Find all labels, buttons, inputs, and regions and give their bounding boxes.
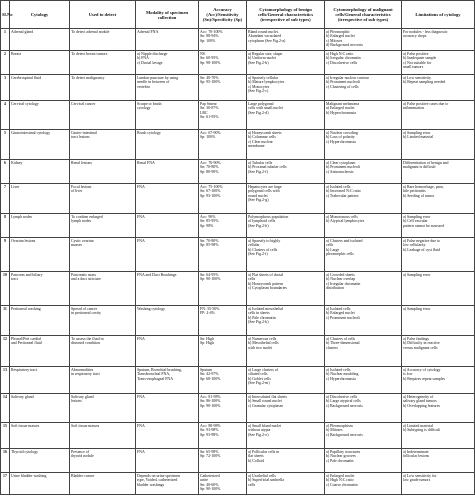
modality-cell [136, 101, 199, 130]
cytology-cell-text: Respiratory tract [11, 367, 38, 372]
malignant-cell [325, 51, 402, 75]
row-number-text: 5 [4, 130, 6, 135]
used-to-detect-cell-text: To detect malignancy [71, 75, 105, 80]
malignant-cell [325, 473, 402, 495]
limitations-cell [402, 29, 475, 51]
cytology-cell [10, 184, 70, 214]
limitations-cell-text: a) Low sensitivity for low grade tumors [403, 473, 437, 483]
accuracy-cell-text: Acc: 75-100% Sn: 67-100% Sp: 93-100% [200, 184, 223, 198]
used-to-detect-cell [70, 473, 136, 495]
benign-cell [247, 272, 325, 306]
used-to-detect-cell [70, 238, 136, 272]
limitations-cell-text: a) False positive b) Inadequate sample c) Not suitable for small tumors [403, 51, 437, 70]
limitations-cell-text: a) Sampling error b) Cell vascular pattern cannot be assessed [403, 214, 444, 228]
modality-cell-text: Depends on urine specimen type, Voided, catheterized bladder washings [137, 473, 181, 487]
benign-cell-text: Hepatocytes are large polygonal cells with round nuclei (See Fig.2-g) [248, 184, 282, 203]
malignant-cell-text: a) Clusters and isolated cells b) Large pleomorphic cells [326, 238, 363, 257]
malignant-cell [325, 160, 402, 184]
table-row [1, 473, 475, 495]
malignant-cell [325, 272, 402, 306]
row-number-text: 16 [3, 449, 7, 454]
used-to-detect-cell [70, 160, 136, 184]
used-to-detect-cell [70, 184, 136, 214]
used-to-detect-cell-text: Spread of cancer in peritoneal cavity [71, 306, 102, 316]
malignant-cell-text: a) Isolated cells b) Enlarged nuclei c) Prominent nucleoli [326, 306, 360, 320]
row-number-text: 3 [4, 75, 6, 80]
limitations-cell [402, 101, 475, 130]
used-to-detect-cell [70, 423, 136, 449]
header-cytology: Cytology [10, 1, 70, 29]
modality-cell-text: a) Nipple discharge b) FNA c) Ductal lavage [137, 51, 168, 65]
malignant-cell-text: a) Irregular nuclear contour b) Prominent nucleoli c) Clustering of cells [326, 75, 369, 89]
row-number [1, 423, 10, 449]
malignant-cell [325, 336, 402, 367]
cytology-cell-text: Peritoneal washing [11, 306, 41, 311]
accuracy-cell [199, 75, 247, 101]
limitations-cell [402, 272, 475, 306]
malignant-cell [325, 75, 402, 101]
benign-cell [247, 423, 325, 449]
malignant-cell [325, 394, 402, 423]
modality-cell [136, 160, 199, 184]
limitations-cell [402, 449, 475, 473]
limitations-cell-text: a) Sampling error b) Limited material [403, 130, 434, 140]
cytology-cell-text: Liver [11, 184, 20, 189]
modality-cell-text: Adrenal FNA [137, 29, 159, 34]
benign-cell-text: a) Follicular cells in flat sheets b) Colloid [248, 449, 280, 463]
used-to-detect-cell-text: Renal lesions [71, 160, 92, 165]
row-number-text: 12 [3, 336, 7, 341]
benign-cell [247, 214, 325, 238]
limitations-cell [402, 160, 475, 184]
malignant-cell-text: a) Crowded sheets b) Nuclear overlap c) Irregular chromatin distribution [326, 272, 361, 291]
cytology-cell-text: Kidney [11, 160, 23, 165]
accuracy-cell-text: Acc: 88-98% Sn: 93-98% Sp: 93-98% [200, 423, 221, 437]
header-used-to-detect: Used to detect [70, 1, 136, 29]
table-row [1, 394, 475, 423]
malignant-cell-text: a) Nuclear crowding b) Loss of polarity c) Hyperchromasia [326, 130, 358, 144]
accuracy-cell [199, 449, 247, 473]
row-number [1, 306, 10, 336]
benign-cell [247, 101, 325, 130]
modality-cell-text: FNA [137, 394, 145, 399]
header-limitations: Limitations of cytology [402, 1, 475, 29]
cytology-cell [10, 449, 70, 473]
used-to-detect-cell-text: Pancreatic mass and a duct stricture [71, 272, 101, 282]
limitations-cell-text: a) Rare hemorrhage, pain, bile peritonitis b) Seeding of tumor [403, 184, 444, 198]
limitations-cell [402, 75, 475, 101]
limitations-cell [402, 130, 475, 160]
row-number-text: 7 [4, 184, 6, 189]
cytology-cell [10, 238, 70, 272]
modality-cell-text: FNA [137, 184, 145, 189]
row-number-text: 17 [3, 473, 7, 478]
malignant-cell-text: a) Pleomorphic b) Enlarged nuclei c) Mitoses d) Background necrosis [326, 29, 363, 48]
limitations-cell [402, 184, 475, 214]
accuracy-cell-text: Pap Smear Sn: 30-87% LBC Sn: 61-95% [200, 101, 219, 120]
accuracy-cell [199, 367, 247, 394]
limitations-cell-text: a) False positive cases due to inflammation [403, 101, 449, 111]
table-row [1, 75, 475, 101]
table-header-row [1, 1, 475, 29]
accuracy-cell-text: Acc: 70-100% Sn: 88-94% Sp: 100% [200, 29, 223, 43]
header-sl-no: Sl.No [1, 1, 10, 29]
malignant-cell-text: a) Pleomorphism b) Mitoses c) Background necrosis [326, 423, 363, 437]
malignant-cell [325, 184, 402, 214]
header-benign-cytomorphology: Cytomorphology of benign cells/General characteristics (irrespective of sub types) [247, 1, 325, 29]
row-number [1, 29, 10, 51]
modality-cell [136, 238, 199, 272]
limitations-cell [402, 238, 475, 272]
row-number [1, 101, 10, 130]
used-to-detect-cell-text: Salivary gland lesions [71, 394, 94, 404]
malignant-cell [325, 214, 402, 238]
modality-cell [136, 51, 199, 75]
accuracy-cell [199, 214, 247, 238]
benign-cell [247, 238, 325, 272]
row-number-text: 11 [3, 306, 7, 311]
accuracy-cell-text: Acc: 90% Sn: 85-95% Sp: 98% [200, 214, 219, 228]
modality-cell-text: FNA [137, 238, 145, 243]
malignant-cell [325, 238, 402, 272]
modality-cell [136, 423, 199, 449]
cytology-cell-text: Thyroid cytology [11, 449, 39, 454]
malignant-cell-text: a) High N:C ratio b) Irregular chromatin c) Discohesive cells [326, 51, 361, 65]
accuracy-cell [199, 238, 247, 272]
benign-cell-text: Bland round nuclei. Abundant vacuolated cytoplasm (See Fig.2-a) [248, 29, 286, 43]
accuracy-cell-text: Sn: 40-70% Sp: 95-100% [200, 75, 221, 85]
cytology-cell [10, 394, 70, 423]
accuracy-cell [199, 336, 247, 367]
used-to-detect-cell-text: Abnormalities in respiratory tract [71, 367, 100, 377]
accuracy-cell [199, 306, 247, 336]
accuracy-cell [199, 184, 247, 214]
accuracy-cell [199, 160, 247, 184]
row-number-text: 1 [4, 29, 6, 34]
used-to-detect-cell [70, 394, 136, 423]
limitations-cell-text: a) Low sensitivity b) Repeat sampling needed [403, 75, 446, 85]
modality-cell [136, 130, 199, 160]
header-modality: Modality of specimen collection [136, 1, 199, 29]
modality-cell-text: Brush cytology [137, 130, 161, 135]
malignant-cell [325, 449, 402, 473]
cytology-cell-text: Cerebrospinal fluid [11, 75, 42, 80]
used-to-detect-cell-text: To detect adrenal nodule [71, 29, 110, 34]
cytology-cell-text: Ovarian lesions [11, 238, 36, 243]
used-to-detect-cell-text: Presence of thyroid nodule [71, 449, 94, 459]
accuracy-cell [199, 29, 247, 51]
cytology-cell-text: Soft tissue masses [11, 423, 40, 428]
row-number [1, 449, 10, 473]
modality-cell-text: Washing cytology [137, 306, 166, 311]
cytology-cell-text: Pancreas and biliary tract [11, 272, 43, 282]
row-number [1, 238, 10, 272]
cytology-cell-text: Cervical cytology [11, 101, 39, 106]
accuracy-cell-text: Catheterized urine Sn: 40-60% Sp: 90-100% [200, 473, 221, 492]
modality-cell [136, 473, 199, 495]
cytology-cell-text: Lymph nodes [11, 214, 33, 219]
accuracy-cell-text: Acc: 81-98% Sn: 86-100% Sp: 90-100% [200, 394, 221, 408]
benign-cell-text: a) Intercalated flat sheets b) Small round nuclei c) Granular cytoplasm [248, 394, 287, 408]
accuracy-cell-text: Sn: 70-80% Sp: 85-98% [200, 238, 219, 248]
accuracy-cell-text: NS Sn: 60-95% Sp: 98-100% [200, 51, 221, 65]
limitations-cell [402, 214, 475, 238]
row-number-text: 6 [4, 160, 6, 165]
cytology-cell [10, 51, 70, 75]
used-to-detect-cell [70, 367, 136, 394]
cytology-cell [10, 367, 70, 394]
cytology-cell-text: Salivary gland [11, 394, 34, 399]
table-row [1, 184, 475, 214]
cytology-cell [10, 214, 70, 238]
table-body [1, 29, 475, 495]
modality-cell [136, 29, 199, 51]
limitations-cell-text: a) Heterogeneity of salivary gland tumors b) Overlapping features [403, 394, 440, 408]
used-to-detect-cell [70, 272, 136, 306]
limitations-cell [402, 423, 475, 449]
benign-cell-text: a) Urothelial cells b) Superficial umbrella cells [248, 473, 285, 487]
limitations-cell-text: Differentiation of benign and malignant is difficult [403, 160, 449, 170]
used-to-detect-cell [70, 336, 136, 367]
benign-cell-text: a) Sparsely to highly cellular b) Clusters of cells (See Fig.2-i) [248, 238, 281, 257]
row-number [1, 214, 10, 238]
cytology-cell [10, 423, 70, 449]
limitations-cell-text: a) Limited material b) Subtyping is difficult [403, 423, 441, 433]
benign-cell-text: a) Numerous cells b) Mesothelial cells with two nuclei [248, 336, 279, 350]
limitations-cell-text: For nodules - less diagnostic accuracy drops [403, 29, 448, 39]
used-to-detect-cell-text: Cystic ovarian masses [71, 238, 94, 248]
table-row [1, 238, 475, 272]
cytology-cell [10, 306, 70, 336]
row-number-text: 13 [3, 367, 7, 372]
accuracy-cell-text: Sn: 65-98% Sp: 72-100% [200, 449, 221, 459]
cytology-cell-text: Pleural/Peri cardial and Peritoneal fluid [11, 336, 42, 346]
accuracy-cell-text: Sn: High Sp: High [200, 336, 214, 346]
benign-cell [247, 160, 325, 184]
row-number-text: 14 [3, 394, 7, 399]
used-to-detect-cell [70, 449, 136, 473]
benign-cell [247, 29, 325, 51]
cytology-cell [10, 160, 70, 184]
limitations-cell [402, 306, 475, 336]
used-to-detect-cell [70, 51, 136, 75]
table-row [1, 51, 475, 75]
used-to-detect-cell [70, 29, 136, 51]
accuracy-cell-text: Acc: 70-90% Sn: 70-80% Sp: 80-90% [200, 160, 221, 174]
modality-cell [136, 306, 199, 336]
accuracy-cell-text: Sn: 64-95% Sp: 90-100% [200, 272, 221, 282]
used-to-detect-cell-text: Focal lesions of liver [71, 184, 92, 194]
modality-cell-text: FNA and Duct Brushings [137, 272, 177, 277]
used-to-detect-cell [70, 214, 136, 238]
benign-cell-text: Large polygonal cells with small nuclei (See Fig.2-d) [248, 101, 283, 115]
malignant-cell-text: a) Clusters of cells b) Three-dimensional clusters [326, 336, 360, 350]
malignant-cell [325, 367, 402, 394]
benign-cell [247, 449, 325, 473]
benign-cell-text: a) Sparsely cellular b) Mature lymphocytes c) Monocytes (See Fig.2-c) [248, 75, 285, 94]
malignant-cell-text: a) Papillary structures b) Nuclear grooves c) Pale chromatin [326, 449, 361, 463]
modality-cell-text: FNA [137, 423, 145, 428]
modality-cell [136, 367, 199, 394]
malignant-cell [325, 101, 402, 130]
cytology-cell [10, 272, 70, 306]
benign-cell [247, 367, 325, 394]
limitations-cell [402, 394, 475, 423]
accuracy-cell-text: FN: 35-50% FP: 2-4% [200, 306, 220, 316]
cytology-cell [10, 101, 70, 130]
malignant-cell [325, 423, 402, 449]
table-row [1, 160, 475, 184]
used-to-detect-cell-text: Bladder cancer [71, 473, 95, 478]
benign-cell-text: a) Large clusters of ciliated cells b) Goblet cells (See Fig.2-m) [248, 367, 279, 386]
used-to-detect-cell-text: To confirm enlarged lymph nodes [71, 214, 103, 224]
cytology-cell-text: Urine bladder washing [11, 473, 47, 478]
limitations-cell [402, 336, 475, 367]
accuracy-cell [199, 394, 247, 423]
modality-cell [136, 272, 199, 306]
table-row [1, 449, 475, 473]
malignant-cell-text: a) Enlarged nuclei b) High N:C ratio c) Coarse chromatin [326, 473, 358, 487]
limitations-cell [402, 473, 475, 495]
malignant-cell-text: a) Monotonous cells b) Atypical lymphocytes [326, 214, 365, 224]
row-number-text: 4 [4, 101, 6, 106]
benign-cell [247, 130, 325, 160]
used-to-detect-cell-text: Soft tissue masses [71, 423, 100, 428]
cytology-cell [10, 473, 70, 495]
benign-cell-text: a) Honeycomb sheets b) Columnar cells c) Clear nuclear membrane [248, 130, 282, 149]
benign-cell [247, 306, 325, 336]
row-number-text: 8 [4, 214, 6, 219]
used-to-detect-cell-text: Gastro-intestinal tract lesions [71, 130, 97, 140]
cytology-cell [10, 130, 70, 160]
modality-cell-text: FNA [137, 214, 145, 219]
cytology-cell-text: Gastrointestinal cytology [11, 130, 51, 135]
used-to-detect-cell-text: To assess the fluid in diseased condition [71, 336, 104, 346]
table-row [1, 29, 475, 51]
modality-cell [136, 394, 199, 423]
used-to-detect-cell [70, 101, 136, 130]
used-to-detect-cell [70, 306, 136, 336]
limitations-cell-text: a) Sampling error [403, 272, 431, 277]
malignant-cell-text: a) Isolated cells b) Nuclear moulding c) Hyperchromasia [326, 367, 359, 381]
benign-cell [247, 394, 325, 423]
used-to-detect-cell-text: Cervical cancer [71, 101, 96, 106]
row-number [1, 272, 10, 306]
modality-cell [136, 449, 199, 473]
row-number [1, 75, 10, 101]
benign-cell [247, 184, 325, 214]
limitations-cell-text: a) Sampling error [403, 306, 431, 311]
benign-cell [247, 336, 325, 367]
benign-cell-text: a) Tubular cells b) Proximal tubular cells (See Fig.2-f) [248, 160, 287, 174]
table-row [1, 130, 475, 160]
used-to-detect-cell [70, 75, 136, 101]
limitations-cell-text: a) False findings b) Difficulty in reactive versus malignant cells [403, 336, 440, 350]
modality-cell [136, 336, 199, 367]
limitations-cell-text: a) Indeterminate follicular lesions [403, 449, 430, 459]
used-to-detect-cell-text: To detect breast tumors [71, 51, 108, 56]
malignant-cell-text: a) Discohesive cells b) Large atypical cells c) Background necrosis [326, 394, 363, 408]
accuracy-cell [199, 130, 247, 160]
modality-cell-text: FNA [137, 336, 145, 341]
benign-cell [247, 51, 325, 75]
limitations-cell [402, 51, 475, 75]
limitations-cell [402, 367, 475, 394]
benign-cell-text: Polymorphous population of lymphoid cells (See Fig.2-h) [248, 214, 289, 228]
benign-cell-text: a) Regular size, shape. b) Uniform nuclei (See Fig.2-b) [248, 51, 284, 65]
cytology-cell [10, 29, 70, 51]
modality-cell-text: Sputum, Bronchial brushing, Transbronchial FNA, Trans-esophageal FNA [137, 367, 182, 381]
accuracy-cell [199, 272, 247, 306]
cytology-cell-text: Adrenal gland [11, 29, 34, 34]
header-accuracy: Accuracy (Acc)/Sensitivity (Sn)/Specificity (Sp) [199, 1, 247, 29]
benign-cell-text: a) Flat sheets of ductal cells b) Honeycomb pattern c) Cytoplasm boundaries [248, 272, 287, 291]
table-row [1, 336, 475, 367]
modality-cell [136, 75, 199, 101]
row-number-text: 10 [3, 272, 7, 277]
table-row [1, 101, 475, 130]
cytology-cell [10, 336, 70, 367]
modality-cell [136, 184, 199, 214]
accuracy-cell-text: Acc: 67-90% Sp: 100% [200, 130, 221, 140]
malignant-cell [325, 29, 402, 51]
accuracy-cell-text: Sputum Sn: 42-97% Sp: 68-100% [200, 367, 221, 381]
row-number [1, 367, 10, 394]
cytology-cell [10, 75, 70, 101]
modality-cell-text: Renal FNA [137, 160, 155, 165]
table-row [1, 214, 475, 238]
accuracy-cell [199, 423, 247, 449]
limitations-cell-text: a) Accuracy of cytology is low b) Requires repeat samples [403, 367, 446, 381]
row-number [1, 473, 10, 495]
benign-cell [247, 473, 325, 495]
table-row [1, 367, 475, 394]
row-number [1, 130, 10, 160]
limitations-cell-text: a) False negative due to low cellularity b) Leakage of cyst fluid [403, 238, 441, 252]
table-row [1, 272, 475, 306]
malignant-cell [325, 306, 402, 336]
benign-cell-text: a) Isolated mesothelial cells in sheets b) Pale chromatin (See Fig.2-k) [248, 306, 284, 325]
modality-cell-text: FNA [137, 449, 145, 454]
benign-cell-text: a) Small bland nuclei without atypia (See Fig.2-o) [248, 423, 282, 437]
row-number-text: 15 [3, 423, 7, 428]
malignant-cell-text: Malignant melanoma a) Enlarged nuclei b) Hyperchromasia [326, 101, 360, 115]
accuracy-cell [199, 473, 247, 495]
row-number [1, 184, 10, 214]
modality-cell-text: Lumbar puncture by using needle in between of vertebra [137, 75, 179, 89]
row-number [1, 51, 10, 75]
malignant-cell-text: a) Isolated cells b) Increased N:C ratio c) Trabecular pattern [326, 184, 361, 198]
cytology-cell-text: Breast [11, 51, 21, 56]
malignant-cell [325, 130, 402, 160]
benign-cell [247, 75, 325, 101]
accuracy-cell [199, 101, 247, 130]
row-number [1, 394, 10, 423]
table-row [1, 306, 475, 336]
malignant-cell-text: a) Clear cytoplasm b) Prominent nucleoli c) Anisonucleosis [326, 160, 360, 174]
accuracy-cell [199, 51, 247, 75]
row-number-text: 9 [4, 238, 6, 243]
row-number [1, 160, 10, 184]
modality-cell [136, 214, 199, 238]
header-malignant-cytomorphology: Cytomorphology of malignant cells/General characteristics (irrespective of sub types) [325, 1, 402, 29]
modality-cell-text: Scrape or brush cytology [137, 101, 162, 111]
table-row [1, 423, 475, 449]
row-number-text: 2 [4, 51, 6, 56]
row-number [1, 336, 10, 367]
used-to-detect-cell [70, 130, 136, 160]
